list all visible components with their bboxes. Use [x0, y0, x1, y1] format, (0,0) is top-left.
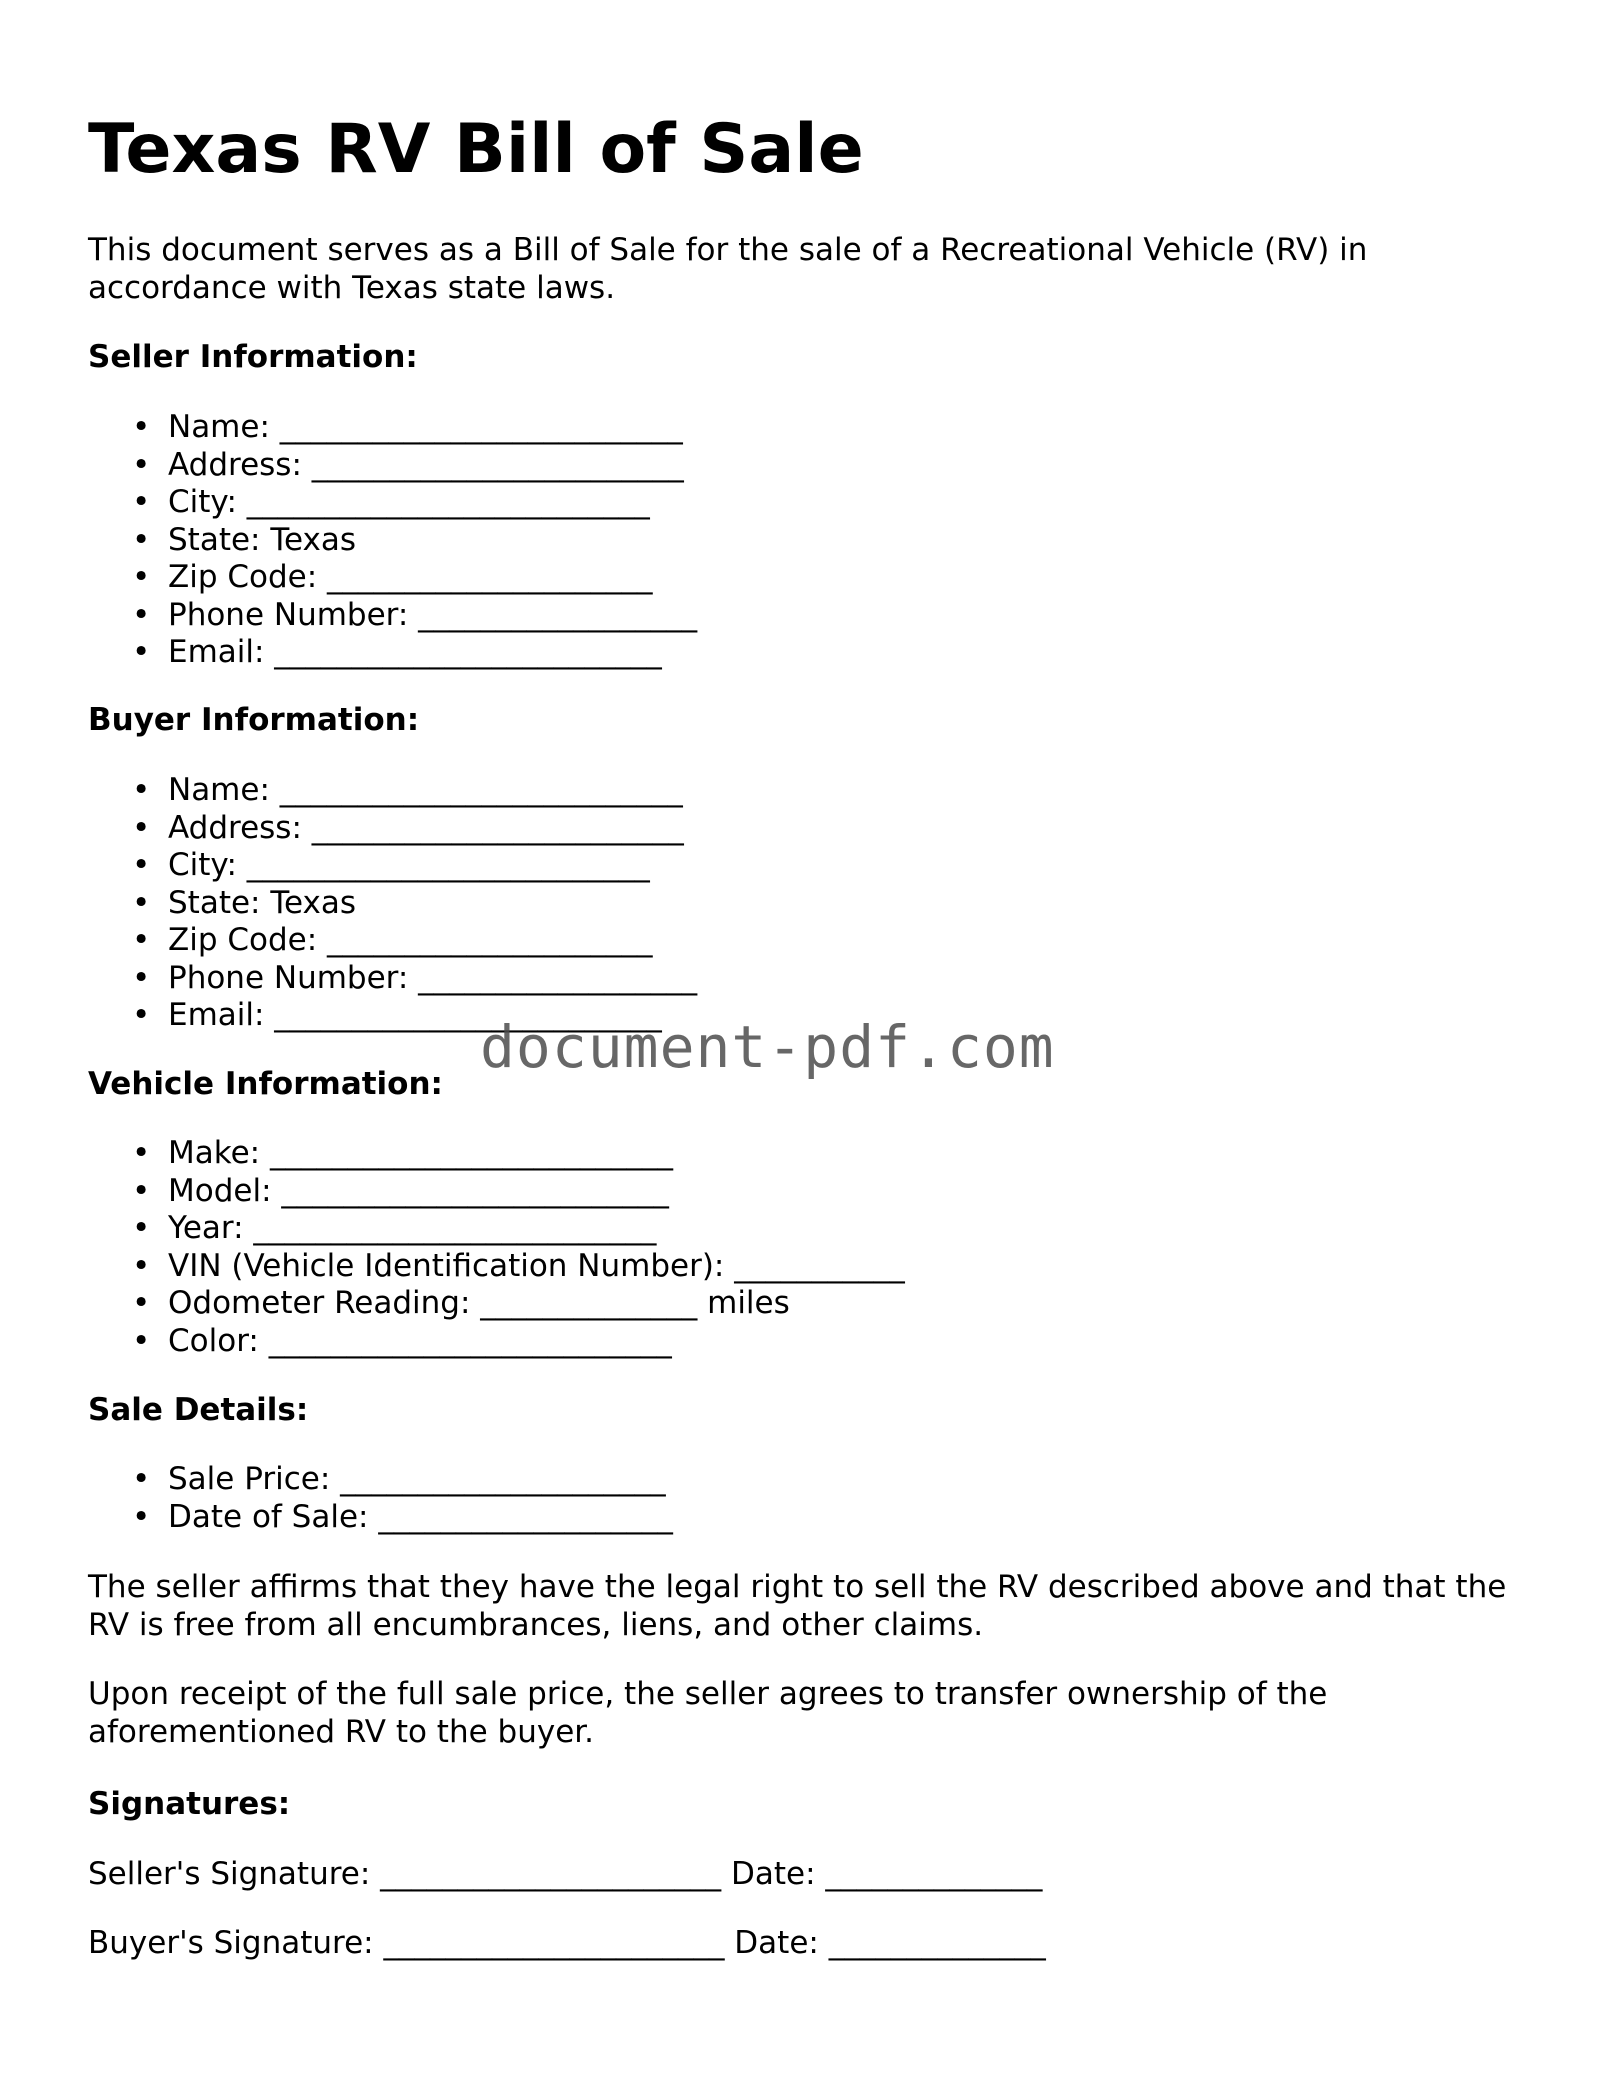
buyer-address-field[interactable]: • Address: ________________________: [88, 810, 697, 848]
page-title: Texas RV Bill of Sale: [88, 110, 864, 189]
buyer-city-field[interactable]: • City: __________________________: [88, 847, 697, 885]
sale-heading: Sale Details:: [88, 1392, 309, 1428]
buyer-signature-line[interactable]: Buyer's Signature: ______________________ Date: ______________: [88, 1925, 1046, 1961]
signatures-heading: Signatures:: [88, 1786, 291, 1822]
intro-paragraph: This document serves as a Bill of Sale for the sale of a Recreational Vehicle (RV) in accordance with Texas state laws.: [88, 232, 1368, 306]
seller-phone-field[interactable]: • Phone Number: __________________: [88, 597, 697, 635]
vehicle-vin-field[interactable]: • VIN (Vehicle Identification Number): ___________: [88, 1248, 905, 1286]
seller-zip-field[interactable]: • Zip Code: _____________________: [88, 559, 697, 597]
seller-city-field[interactable]: • City: __________________________: [88, 484, 697, 522]
sale-price-field[interactable]: • Sale Price: _____________________: [88, 1461, 673, 1499]
vehicle-heading: Vehicle Information:: [88, 1066, 443, 1102]
buyer-zip-field[interactable]: • Zip Code: _____________________: [88, 922, 697, 960]
seller-heading: Seller Information:: [88, 339, 418, 375]
vehicle-field-list: [88, 1135, 905, 1360]
seller-field-list: [88, 409, 697, 672]
buyer-email-field[interactable]: • Email: _________________________: [88, 997, 697, 1035]
sale-date-field[interactable]: • Date of Sale: ___________________: [88, 1499, 673, 1537]
buyer-heading: Buyer Information:: [88, 702, 420, 738]
seller-state-field: • State: Texas: [88, 522, 697, 560]
vehicle-make-field[interactable]: • Make: __________________________: [88, 1135, 905, 1173]
seller-name-field[interactable]: • Name: __________________________: [88, 409, 697, 447]
watermark-text: document-pdf.com: [480, 1013, 1055, 1081]
buyer-name-field[interactable]: • Name: __________________________: [88, 772, 697, 810]
affirmation-paragraph: The seller affirms that they have the legal right to sell the RV described above and that the RV is free from all encumbrances, liens, and other claims.: [88, 1569, 1507, 1643]
vehicle-model-field[interactable]: • Model: _________________________: [88, 1173, 905, 1211]
sale-field-list: [88, 1461, 673, 1536]
buyer-field-list: [88, 772, 697, 1035]
seller-email-field[interactable]: • Email: _________________________: [88, 634, 697, 672]
buyer-state-field: • State: Texas: [88, 885, 697, 923]
seller-signature-line[interactable]: Seller's Signature: ______________________ Date: ______________: [88, 1856, 1043, 1892]
buyer-phone-field[interactable]: • Phone Number: __________________: [88, 960, 697, 998]
seller-address-field[interactable]: • Address: ________________________: [88, 447, 697, 485]
transfer-paragraph: Upon receipt of the full sale price, the seller agrees to transfer ownership of the aforementioned RV to the buyer.: [88, 1676, 1328, 1750]
vehicle-odometer-field[interactable]: • Odometer Reading: ______________ miles: [88, 1285, 905, 1323]
vehicle-year-field[interactable]: • Year: __________________________: [88, 1210, 905, 1248]
vehicle-color-field[interactable]: • Color: __________________________: [88, 1323, 905, 1361]
